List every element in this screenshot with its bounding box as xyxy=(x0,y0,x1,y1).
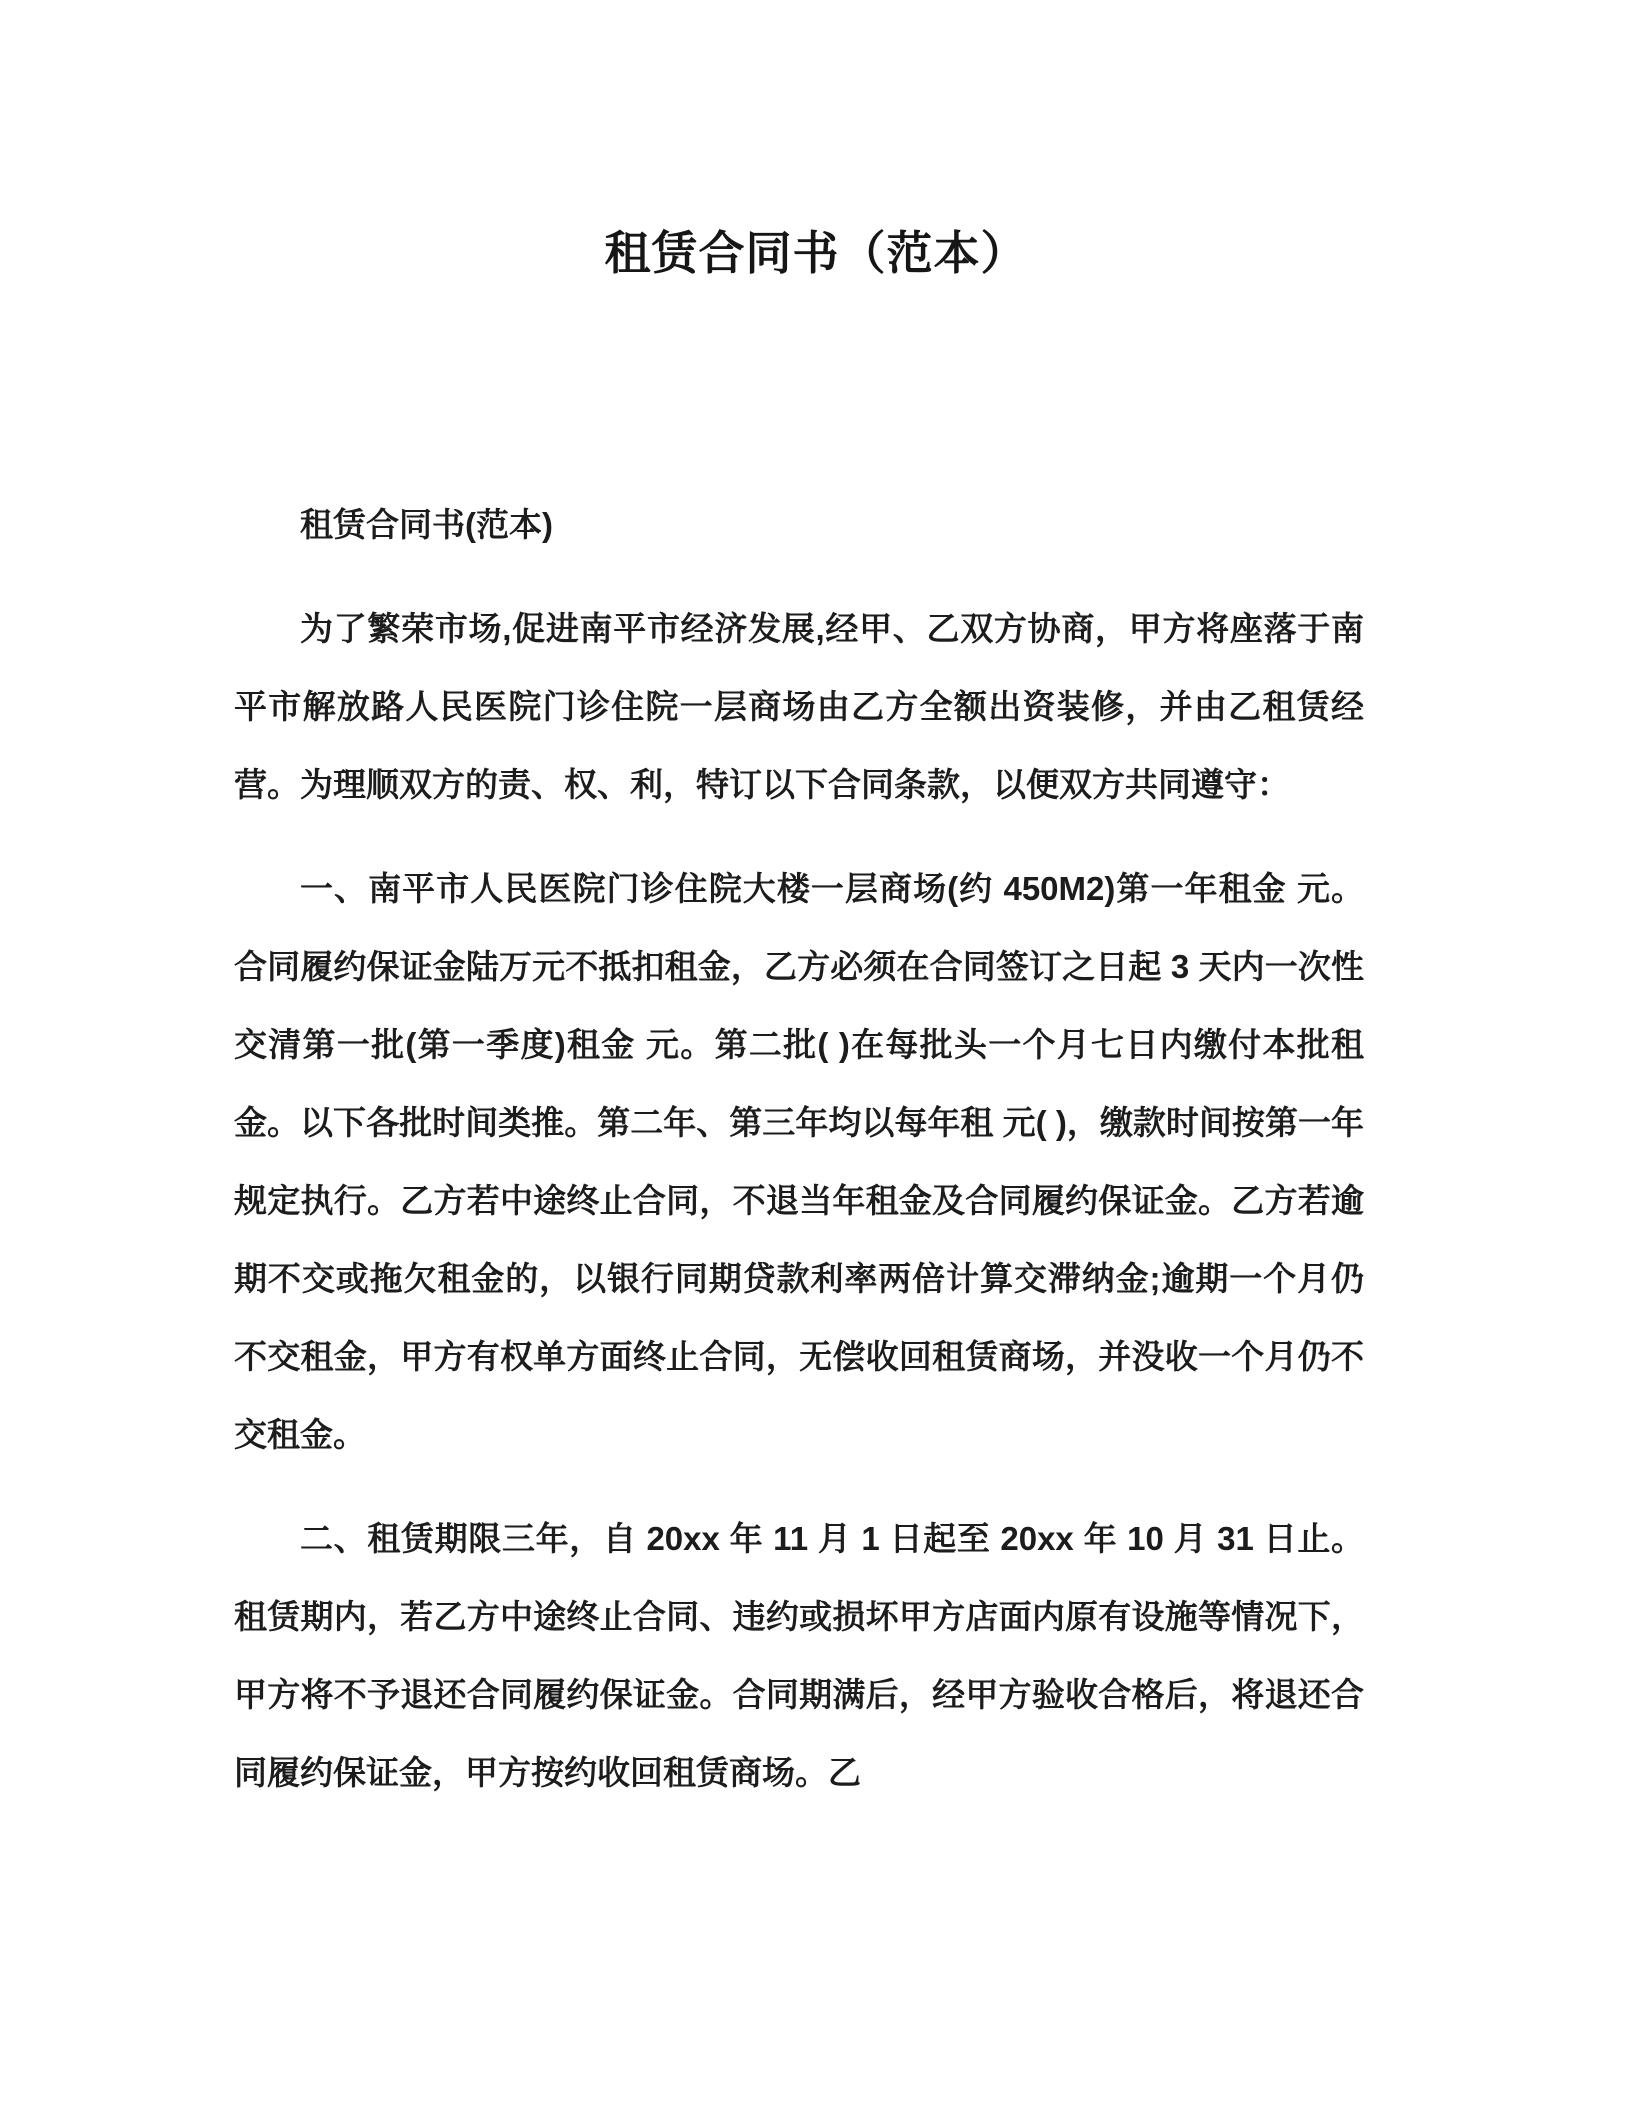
paragraph: 二、租赁期限三年，自 20xx 年 11 月 1 日起至 20xx 年 10 月 31 日止。租赁期内，若乙方中途终止合同、违约或损坏甲方店面内原有设施等情况下，甲方将不予退还合同履约保证金。合同期满后，经甲方验收合格后，将退还合同履约保证金，甲方按约收回租赁商场。乙 xyxy=(234,1520,1364,1791)
document-title: 租赁合同书（范本） xyxy=(604,227,1028,279)
paragraph: 一、南平市人民医院门诊住院大楼一层商场(约 450M2)第一年租金 元。合同履约保证金陆万元不抵扣租金，乙方必须在合同签订之日起 3 天内一次性交清第一批(第一季度)租金 元。第二批( )在每批头一个月七日内缴付本批租金。以下各批时间类推。第二年、第三年均以每年租 元( )，缴款时间按第一年规定执行。乙方若中途终止合同，不退当年租金及合同履约保证金。乙方若逾期不交或拖欠租金的，以银行同期贷款利率两倍计算交滞纳金;逾期一个月仍不交租金，甲方有权单方面终止合同，无偿收回租赁商场，并没收一个月仍不交租金。 xyxy=(234,870,1364,1453)
paragraph: 为了繁荣市场,促进南平市经济发展,经甲、乙双方协商，甲方将座落于南平市解放路人民医院门诊住院一层商场由乙方全额出资装修，并由乙租赁经营。为理顺双方的责、权、利，特订以下合同条款，以便双方共同遵守： xyxy=(234,610,1364,803)
document-body xyxy=(0,486,1632,1812)
paragraph: 租赁合同书(范本) xyxy=(300,506,553,543)
